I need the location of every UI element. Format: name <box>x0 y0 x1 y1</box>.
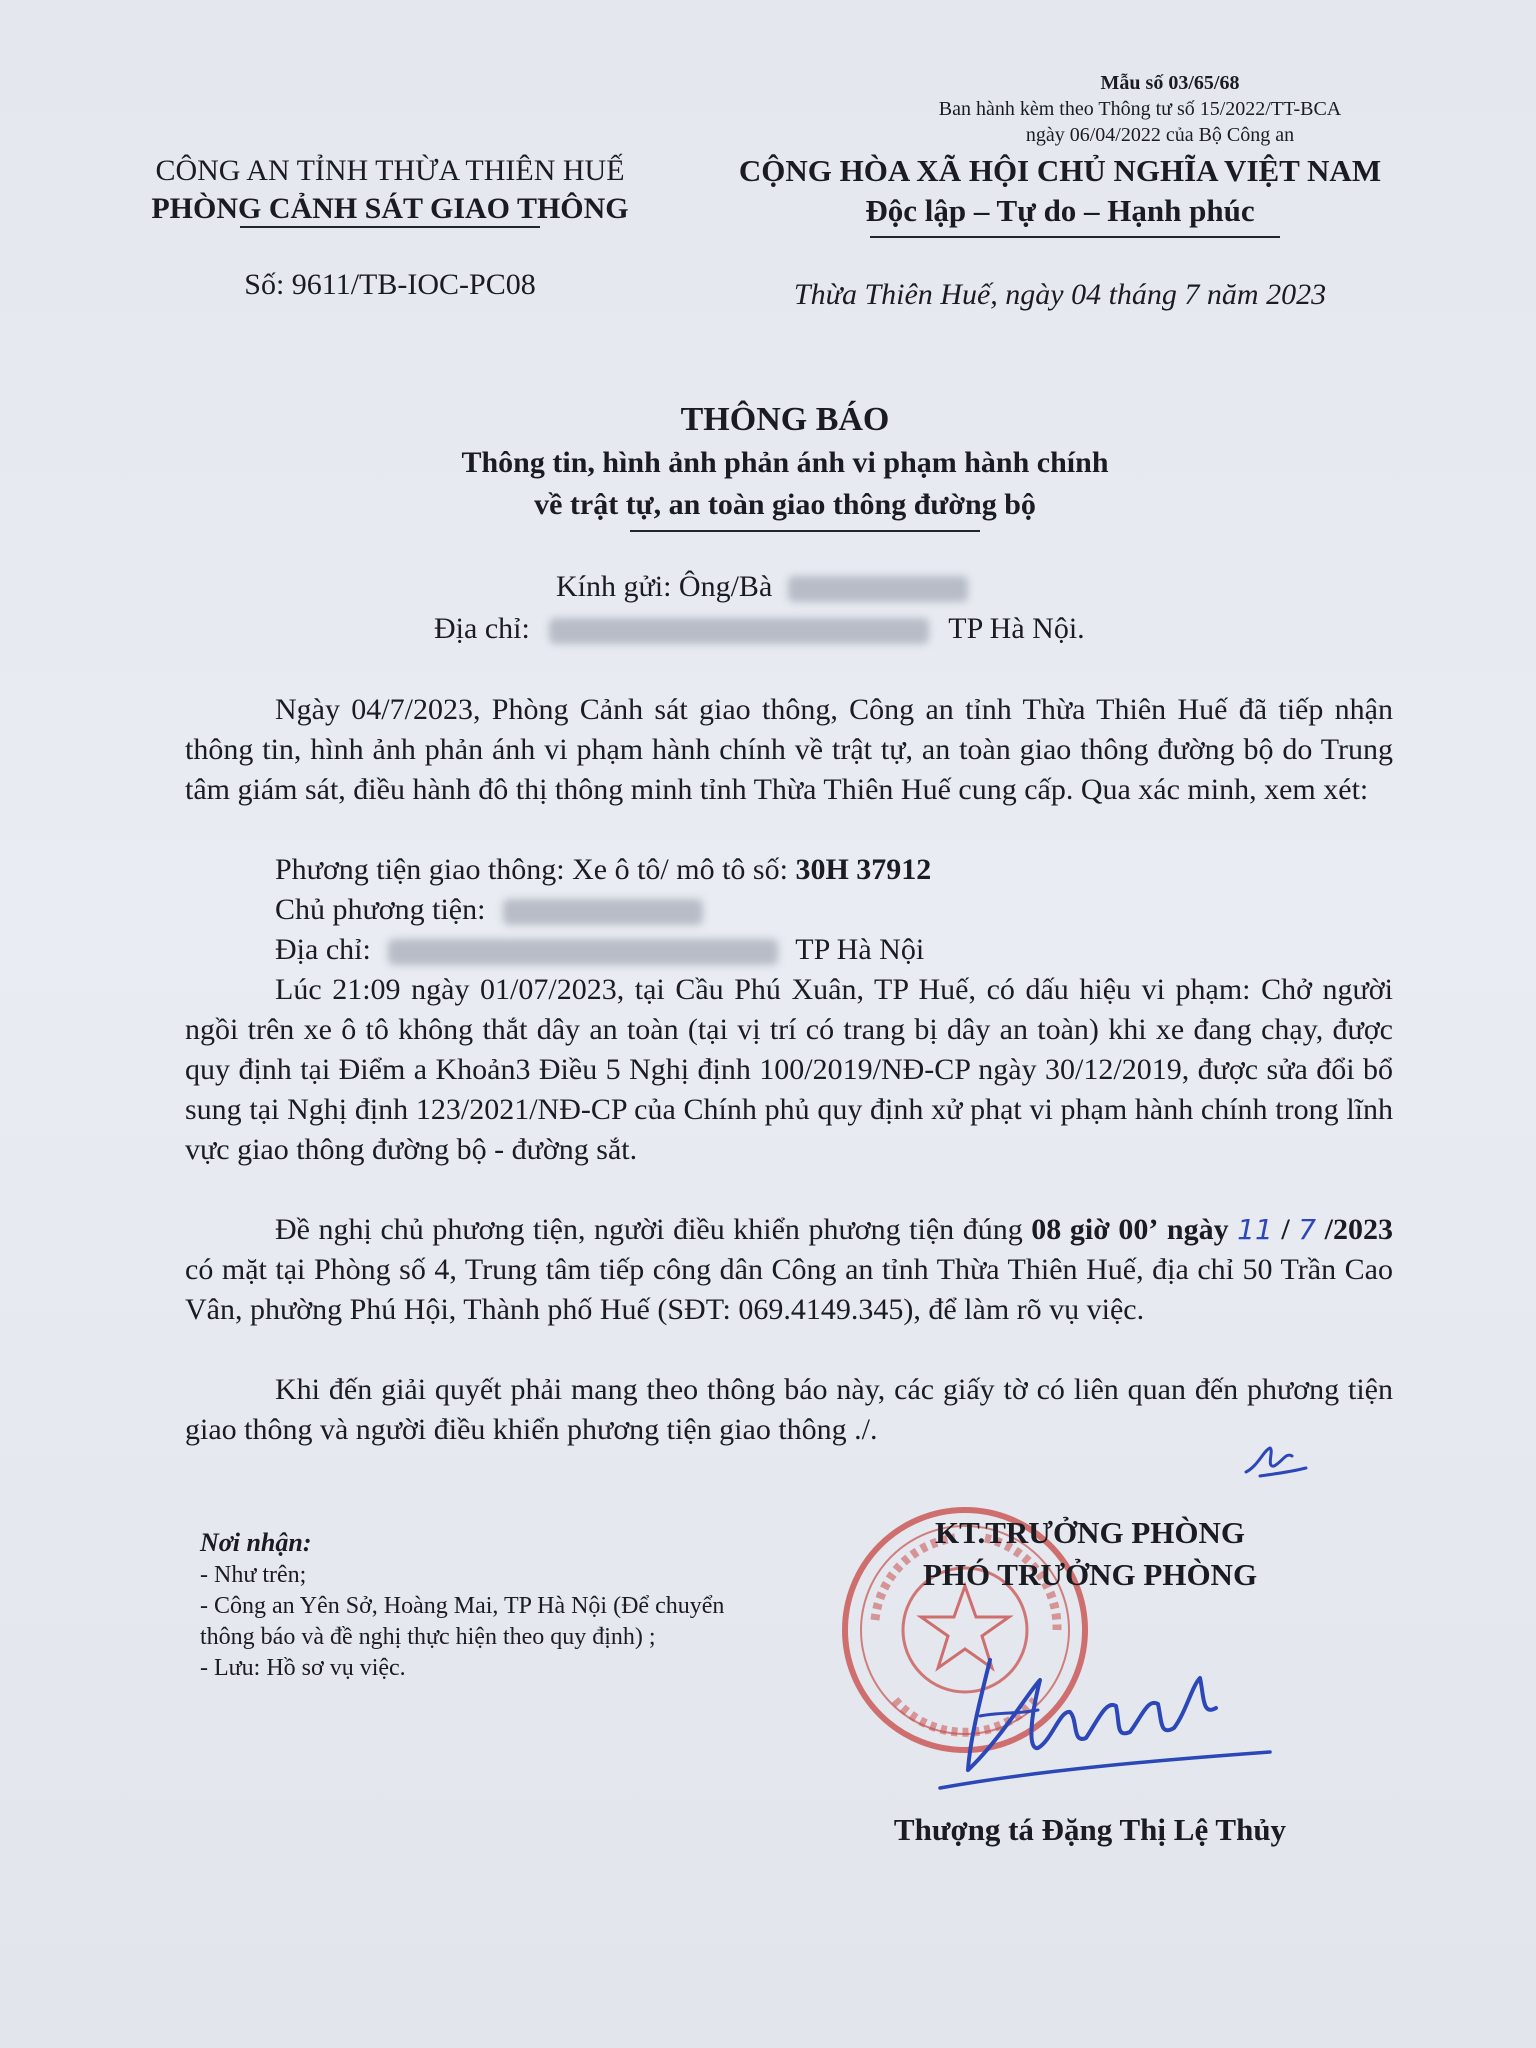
appointment-separator: / <box>1281 1213 1290 1246</box>
signature-title-2: PHÓ TRƯỞNG PHÒNG <box>922 1557 1258 1592</box>
title-underline <box>630 530 980 532</box>
signature-block <box>830 1512 1350 1596</box>
motto-underline <box>870 236 1280 238</box>
agency-line2: PHÒNG CẢNH SÁT GIAO THÔNG <box>151 192 629 225</box>
address-label: Địa chỉ: <box>434 612 530 645</box>
signatory-name: Thượng tá Đặng Thị Lệ Thủy <box>893 1812 1287 1847</box>
redacted-owner-address <box>388 939 778 965</box>
agency-header <box>110 152 670 228</box>
document-title: THÔNG BÁO <box>680 401 890 438</box>
document-subtitle-2: về trật tự, an toàn giao thông đường bộ <box>534 488 1036 521</box>
recipient-item: - Lưu: Hồ sơ vụ việc. <box>200 1655 406 1681</box>
document-subtitle-1: Thông tin, hình ảnh phản ánh vi phạm hành chính <box>461 446 1109 479</box>
nation-line1: CỘNG HÒA XÃ HỘI CHỦ NGHĨA VIỆT NAM <box>738 153 1382 188</box>
signature-title-1: KT.TRƯỞNG PHÒNG <box>935 1515 1245 1550</box>
redacted-address <box>549 618 929 644</box>
addressee-address <box>434 609 1085 649</box>
place-date: Thừa Thiên Huế, ngày 04 tháng 7 năm 2023 <box>793 278 1327 311</box>
vehicle-line <box>275 850 931 890</box>
greeting-label: Kính gửi: Ông/Bà <box>556 570 773 603</box>
owner-label: Chủ phương tiện: <box>275 893 486 926</box>
addressee-greeting <box>556 567 968 607</box>
appointment-day-label: ngày <box>1166 1213 1229 1246</box>
national-header <box>690 152 1430 232</box>
body-paragraph-2: Lúc 21:09 ngày 01/07/2023, tại Cầu Phú Xuân, TP Huế, có dấu hiệu vi phạm: Chở người ngồi trên xe ô tô không thắt dây an toàn (tại vị trí có trang bị dây an toàn) khi xe đang chạy, được quy định tại Điểm a Khoản3 Điều 5 Nghị định 100/2019/NĐ-CP ngày 30/12/2019, được sửa đổi bổ sung tại Nghị định 123/2021/NĐ-CP của Chính phủ quy định xử phạt vi phạm hành chính trong lĩnh vực giao thông đường bộ - đường sắt. <box>185 973 1393 1166</box>
form-reference <box>860 70 1420 148</box>
owner-address-label: Địa chỉ: <box>275 933 371 966</box>
body-paragraph-1: Ngày 04/7/2023, Phòng Cảnh sát giao thông, Công an tỉnh Thừa Thiên Huế đã tiếp nhận thông tin, hình ảnh phản ánh vi phạm hành chính về trật tự, an toàn giao thông đường bộ do Trung tâm giám sát, điều hành đô thị thông minh tỉnh Thừa Thiên Huế cung cấp. Qua xác minh, xem xét: <box>185 693 1393 806</box>
form-issued-date: ngày 06/04/2022 của Bộ Công an <box>1025 124 1295 146</box>
appointment-month-handwritten: 7 <box>1298 1213 1317 1246</box>
document-number: Số: 9611/TB-IOC-PC08 <box>244 268 536 301</box>
owner-line <box>275 890 703 930</box>
form-issued-with: Ban hành kèm theo Thông tư số 15/2022/TT-BCA <box>938 98 1342 120</box>
appointment-day-handwritten: 11 <box>1237 1213 1273 1246</box>
owner-city: TP Hà Nội <box>795 933 925 966</box>
recipient-item: - Như trên; <box>200 1562 307 1588</box>
address-city: TP Hà Nội. <box>948 612 1085 645</box>
nation-motto: Độc lập – Tự do – Hạnh phúc <box>865 193 1255 228</box>
form-code: Mẫu số 03/65/68 <box>1100 72 1240 94</box>
agency-line1: CÔNG AN TỈNH THỪA THIÊN HUẾ <box>155 154 625 187</box>
vehicle-plate: 30H 37912 <box>795 853 932 886</box>
para3-text-b: có mặt tại Phòng số 4, Trung tâm tiếp công dân Công an tỉnh Thừa Thiên Huế, địa chỉ 50 Trần Cao Vân, phường Phú Hội, Thành phố Huế (SĐT: 069.4149.345), để làm rõ vụ việc. <box>185 1253 1393 1326</box>
recipients-heading: Nơi nhận: <box>200 1528 312 1557</box>
appointment-year: /2023 <box>1324 1213 1394 1246</box>
initial-mark-icon <box>1240 1438 1310 1482</box>
recipient-item: - Công an Yên Sở, Hoàng Mai, TP Hà Nội (Để chuyển thông báo và đề nghị thực hiện theo quy định) ; <box>200 1593 725 1650</box>
redacted-name <box>788 576 968 602</box>
handwritten-signature-icon <box>920 1620 1280 1800</box>
body-paragraph-4: Khi đến giải quyết phải mang theo thông báo này, các giấy tờ có liên quan đến phương tiện giao thông và người điều khiển phương tiện giao thông ./. <box>185 1373 1393 1446</box>
recipients-block <box>200 1526 770 1684</box>
agency-underline <box>240 226 540 228</box>
title-block <box>180 398 1390 526</box>
body-paragraph-3 <box>185 1210 1393 1330</box>
para3-text-a: Đề nghị chủ phương tiện, người điều khiển phương tiện đúng <box>275 1213 1023 1246</box>
vehicle-label: Phương tiện giao thông: Xe ô tô/ mô tô số: <box>275 853 788 886</box>
appointment-time: 08 giờ 00’ <box>1031 1213 1159 1246</box>
redacted-owner <box>503 899 703 925</box>
owner-address-line <box>275 930 924 970</box>
